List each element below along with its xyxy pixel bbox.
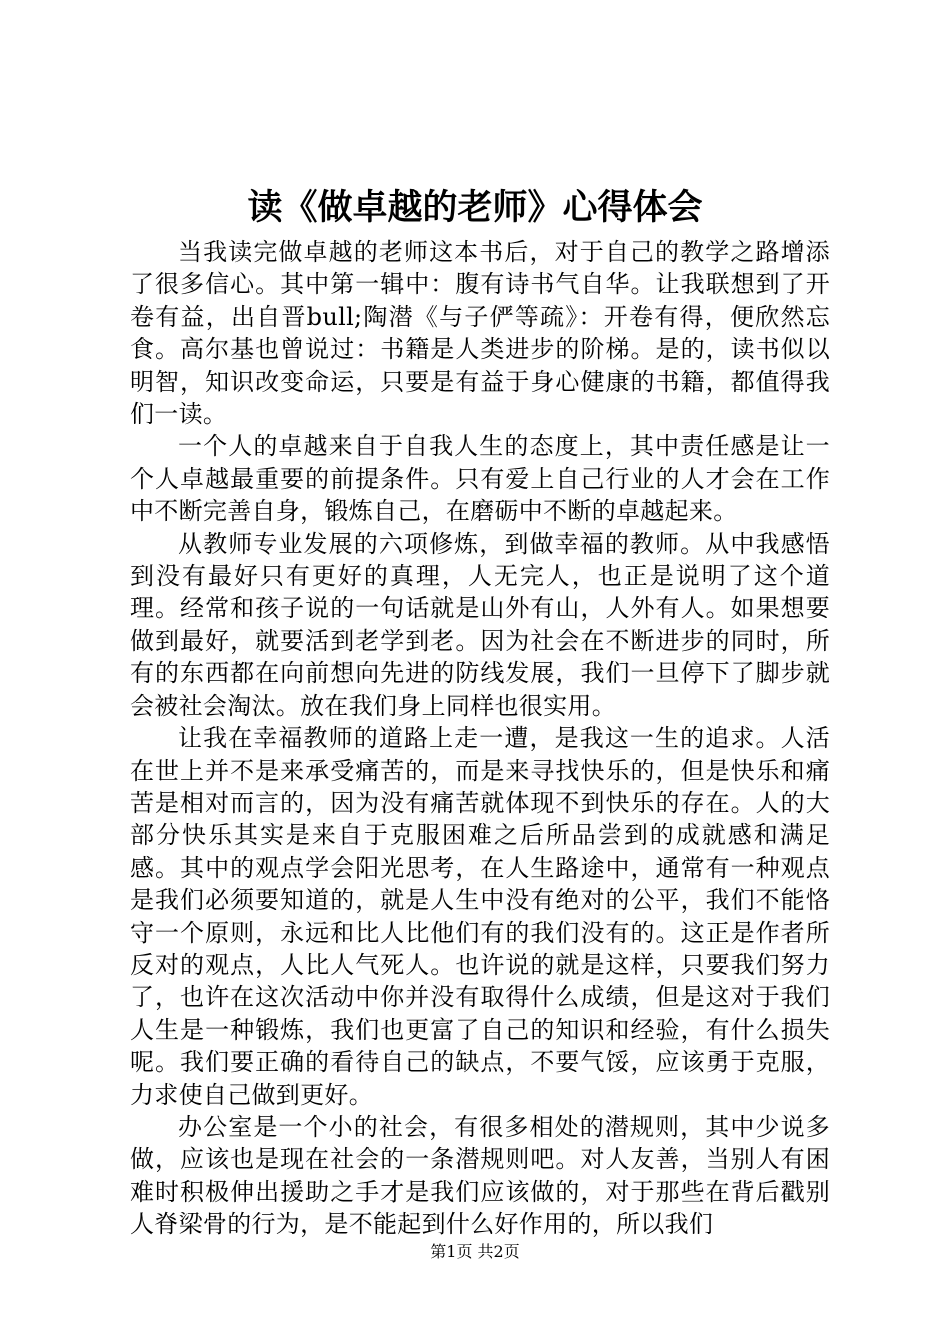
paragraph-5: 办公室是一个小的社会，有很多相处的潜规则，其中少说多做，应该也是现在社会的一条潜规则吧。对人友善，当别人有困难时积极伸出援助之手才是我们应该做的，对于那些在背后戳别人脊梁骨的行为，是不能起到什么好作用的，所以我们 [130,1112,830,1239]
paragraph-1: 当我读完做卓越的老师这本书后，对于自己的教学之路增添了很多信心。其中第一辑中：腹有诗书气自华。让我联想到了开卷有益，出自晋bull;陶潜《与子俨等疏》：开卷有得，便欣然忘食。高尔基也曾说过：书籍是人类进步的阶梯。是的，读书似以明智，知识改变命运，只要是有益于身心健康的书籍，都值得我们一读。 [130,238,830,429]
document-title: 读《做卓越的老师》心得体会 [247,187,703,228]
page-number-footer: 第1页 共2页 [430,1242,520,1261]
paragraph-2: 一个人的卓越来自于自我人生的态度上，其中责任感是让一个人卓越最重要的前提条件。只有爱上自己行业的人才会在工作中不断完善自身，锻炼自己，在磨砺中不断的卓越起来。 [130,432,830,526]
paragraph-4: 让我在幸福教师的道路上走一遭，是我这一生的追求。人活在世上并不是来承受痛苦的，而是来寻找快乐的，但是快乐和痛苦是相对而言的，因为没有痛苦就体现不到快乐的存在。人的大部分快乐其实是来自于克服困难之后所品尝到的成就感和满足感。其中的观点学会阳光思考，在人生路途中，通常有一种观点是我们必须要知道的，就是人生中没有绝对的公平，我们不能恪守一个原则，永远和比人比他们有的我们没有的。这正是作者所反对的观点，人比人气死人。也许说的就是这样，只要我们努力了，也许在这次活动中你并没有取得什么成绩，但是这对于我们人生是一种锻炼，我们也更富了自己的知识和经验，有什么损失呢。我们要正确的看待自己的缺点，不要气馁，应该勇于克服，力求使自己做到更好。 [130,724,830,1109]
document-body [130,236,830,1241]
paragraph-3: 从教师专业发展的六项修炼，到做幸福的教师。从中我感悟到没有最好只有更好的真理，人无完人，也正是说明了这个道理。经常和孩子说的一句话就是山外有山，人外有人。如果想要做到最好，就要活到老学到老。因为社会在不断进步的同时，所有的东西都在向前想向先进的防线发展，我们一旦停下了脚步就会被社会淘汰。放在我们身上同样也很实用。 [130,529,830,720]
